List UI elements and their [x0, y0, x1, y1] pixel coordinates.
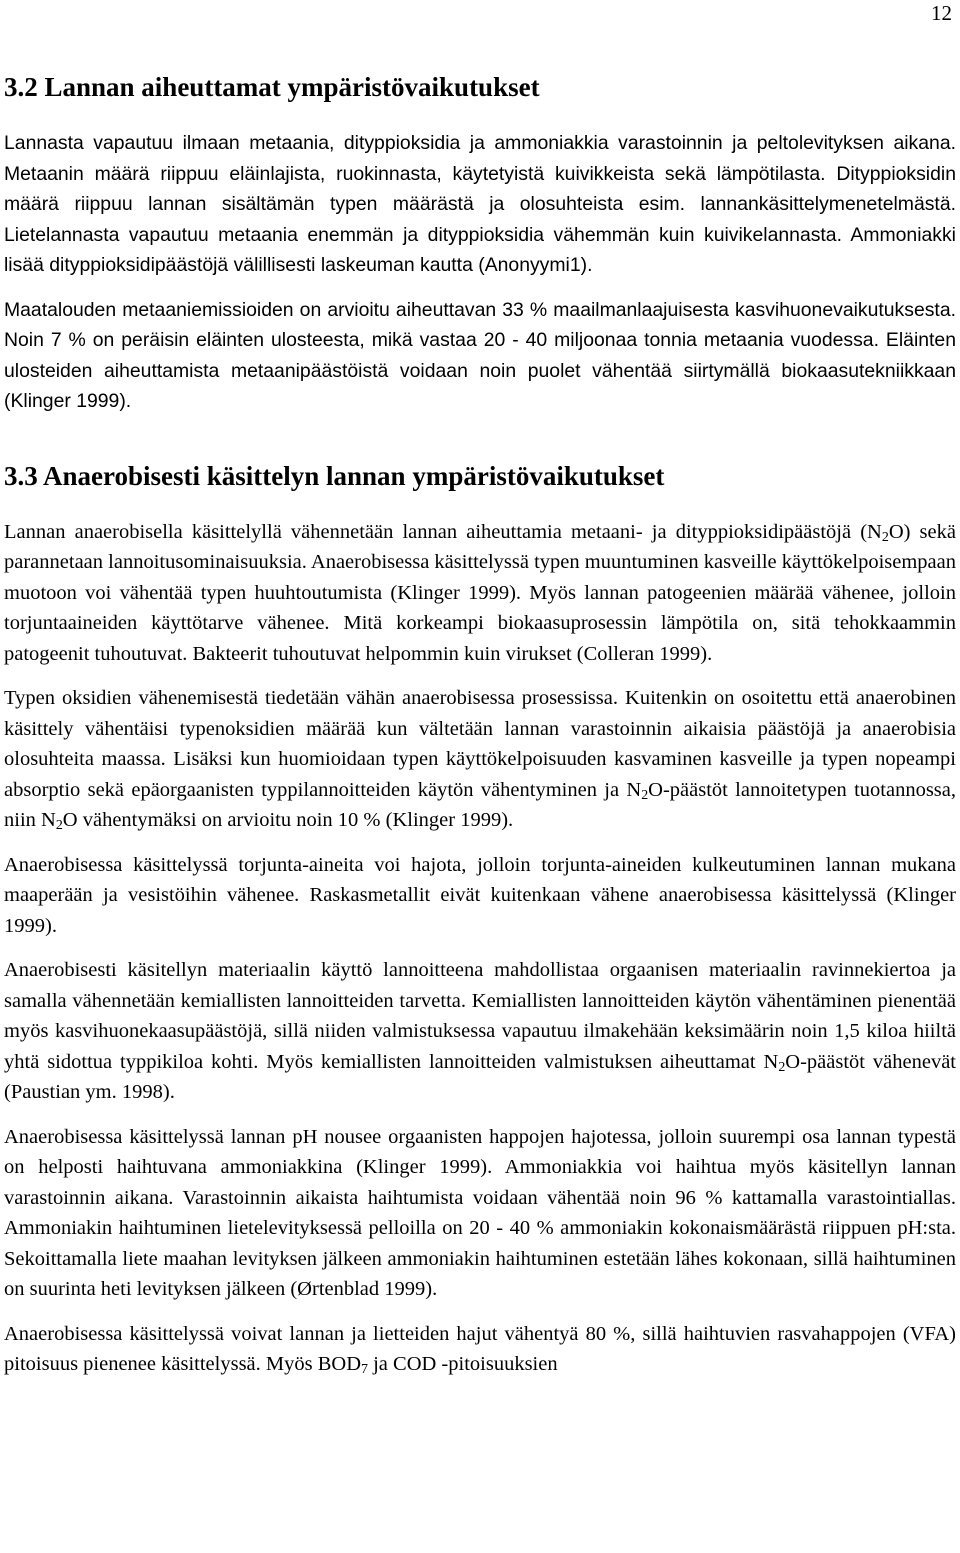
text-run: O-päästöt vähenevät (Paustian ym. 1998).: [4, 1050, 956, 1103]
paragraph-ammonia: Anaerobisessa käsittelyssä lannan pH nousee orgaanisten happojen hajotessa, jolloin suurempi osa lannan typestä on helposti haihtuvana ammoniakkina (Klinger 1999). Ammoniakkia voi haihtua myös käsitellyn lannan varastoinnin aikana. Varastoinnin aikaista haihtumista voidaan vähentää noin 96 % kattamalla varastointiallas. Ammoniakin haihtuminen lietelevityksessä pelloilla on 20 - 40 % ammoniakin kokonaismäärästä riippuen pH:sta. Sekoittamalla liete maahan levityksen jälkeen ammoniakin haihtuminen estetään lähes kokonaan, sillä haihtuminen on suurinta heti levityksen jälkeen (Ørtenblad 1999).: [4, 1125, 956, 1300]
subscript: 2: [641, 787, 649, 803]
page-number: 12: [931, 1, 952, 25]
section-heading-3-3: 3.3 Anaerobisesti käsittelyn lannan ympäristövaikutukset: [4, 460, 665, 491]
page-content: [4, 70, 956, 1394]
paragraph-emissions: Lannasta vapautuu ilmaan metaania, dityppioksidia ja ammoniakkia varastoinnin ja peltolevityksen aikana. Metaanin määrä riippuu eläinlajista, ruokinnasta, käytetyistä kuivikkeista sekä lämpötilasta. Dityppioksidin määrä riippuu lannan sisältämän typen määrästä ja olosuhteista esim. lannankäsittelymenetelmästä. Lietelannasta vapautuu metaania enemmän ja dityppioksidia vähemmän kuin kuivikelannasta. Ammoniakki lisää dityppioksidipäästöjä välillisesti laskeuman kautta (Anonyymi1).: [4, 132, 956, 276]
text-run: O vähentymäksi on arvioitu noin 10 % (Klinger 1999).: [62, 809, 514, 831]
paragraph-odours: [4, 1319, 956, 1380]
text-run: O) sekä parannetaan lannoitusominaisuuksia. Anaerobisessa käsittelyssä typen muuntuminen kasveille käyttökelpoisempaan muotoon voi vähentää typen huuhtoutumista (Klinger 1999). Myös lannan patogeenien määrää vähenee, jolloin torjuntaaineiden käyttötarve vähenee. Mitä korkeampi biokaasuprosessin lämpötila on, sitä tehokkaammin patogeenit tuhoutuvat. Bakteerit tuhoutuvat helpommin kuin virukset (Colleran 1999).: [4, 520, 956, 665]
text-run: Typen oksidien vähenemisestä tiedetään vähän anaerobisessa prosessissa. Kuitenkin on osoitettu että anaerobinen käsittely vähentäisi typenoksidien määrää kun vältetään lannan varastoinnin aikaisia päästöjä ja anaerobisia olosuhteita maassa. Lisäksi kun huomioidaan typen käyttökelpoisuuden kasvaminen kasveille ja typen nopeampi absorptio sekä epäorgaanisten typpilannoitteiden käytön vähentyminen ja N: [4, 687, 956, 801]
text-run: Anaerobisessa käsittelyssä voivat lannan ja lietteiden hajut vähentyä 80 %, sillä haihtuvien rasvahappojen (VFA) pitoisuus pienenee käsittelyssä. Myös BOD: [4, 1322, 956, 1375]
section-heading-3-2: 3.2 Lannan aiheuttamat ympäristövaikutukset: [4, 72, 540, 102]
subscript: 2: [778, 1059, 786, 1075]
paragraph-anaerobic-treatment: [4, 517, 956, 670]
paragraph-pesticides: Anaerobisessa käsittelyssä torjunta-aineita voi hajota, jolloin torjunta-aineiden kulkeutuminen lannan mukana maaperään ja vesistöihin vähenee. Raskasmetallit eivät kuitenkaan vähene anaerobisessa käsittelyssä (Klinger 1999).: [4, 853, 956, 937]
text-run: Anaerobisesti käsitellyn materiaalin käyttö lannoitteena mahdollistaa orgaanisen materiaalin ravinnekiertoa ja samalla vähennetään kemiallisten lannoitteiden tarvetta. Kemiallisten lannoitteiden käytön vähentäminen pienentää myös kasvihuonekaasupäästöjä, sillä niiden valmistuksessa vapautuu ilmakehään keksimäärin noin 1,5 kiloa hiiltä yhtä sidottua typpikiloa kohti. Myös kemiallisten lannoitteiden valmistuksen aiheuttamat N: [4, 959, 956, 1073]
paragraph-methane: Maatalouden metaaniemissioiden on arvioitu aiheuttavan 33 % maailmanlaajuisesta kasvihuonevaikutuksesta. Noin 7 % on peräisin eläinten ulosteesta, mikä vastaa 20 - 40 miljoonaa tonnia metaania vuodessa. Eläinten ulosteiden aiheuttamista metaanipäästöistä voidaan noin puolet vähentää siirtymällä biokaasutekniikkaan (Klinger 1999).: [4, 298, 956, 412]
text-run: ja COD -pitoisuuksien: [367, 1353, 558, 1375]
text-run: Lannan anaerobisella käsittelyllä vähennetään lannan aiheuttamia metaani- ja dityppioksidipäästöjä (N: [4, 520, 882, 543]
subscript: 7: [361, 1362, 368, 1378]
subscript: 2: [881, 529, 889, 545]
paragraph-fertilizer: [4, 955, 956, 1108]
text-run: O-päästöt lannoitetypen tuotannossa, niin N: [4, 778, 956, 831]
paragraph-nitrogen-oxides: [4, 683, 956, 836]
subscript: 2: [55, 818, 63, 834]
